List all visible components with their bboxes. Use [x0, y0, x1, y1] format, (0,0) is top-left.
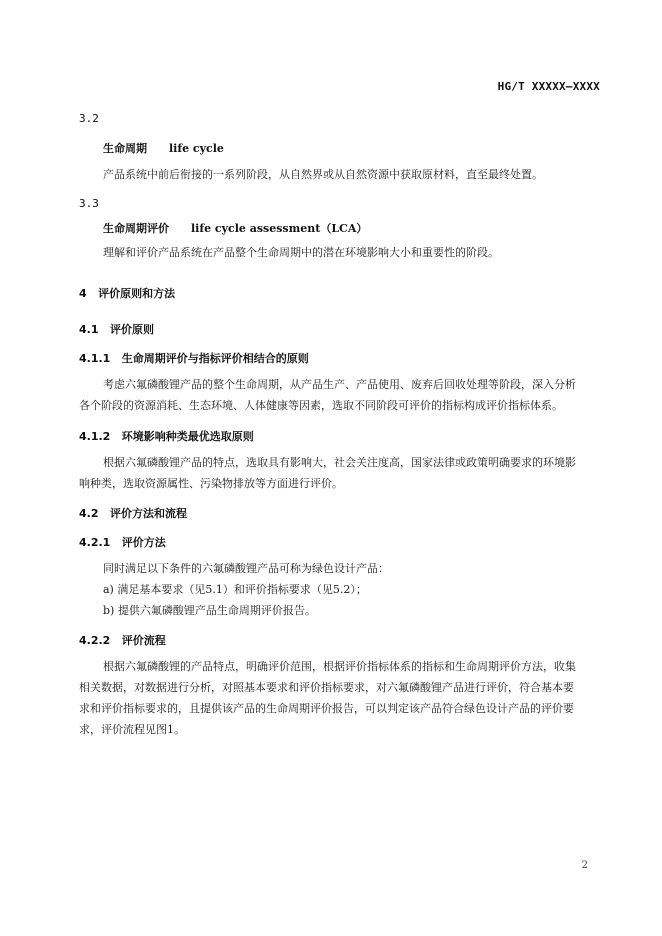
term-3-2-zh: 生命周期	[103, 142, 147, 155]
term-3-2-title	[103, 140, 224, 156]
paragraph-line: 考虑六氟磷酸锂产品的整个生命周期，从产品生产、产品使用、废弃后回收处理等阶段，深入分析	[103, 378, 576, 391]
term-3-3-zh: 生命周期评价	[103, 222, 169, 235]
section-4-2-heading: 4.2 评价方法和流程	[79, 507, 187, 520]
paragraph-line: 根据六氟磷酸锂的产品特点，明确评价范围，根据评价指标体系的指标和生命周期评价方法，收集	[103, 660, 576, 673]
paragraph-line: 根据六氟磷酸锂产品的特点，选取具有影响大，社会关注度高，国家法律或政策明确要求的环境影	[103, 456, 576, 469]
term-number-3-3: 3.3	[79, 197, 99, 210]
section-4-1-2-paragraph	[79, 452, 601, 494]
paragraph-line: 相关数据，对数据进行分析，对照基本要求和评价指标要求，对六氟磷酸锂产品进行评价，符合基本要	[79, 681, 574, 694]
term-3-3-definition: 理解和评价产品系统在产品整个生命周期中的潜在环境影响大小和重要性的阶段。	[103, 246, 499, 259]
condition-item-b: b) 提供六氟磷酸锂产品生命周期评价报告。	[103, 604, 316, 617]
standard-code: HG/T XXXXX—XXXX	[497, 80, 600, 93]
paragraph-line: 求和评价指标要求的，且提供该产品的生命周期评价报告，可以判定该产品符合绿色设计产品的评价要	[79, 702, 574, 715]
section-4-1-heading: 4.1 评价原则	[79, 323, 154, 336]
evaluation-method-intro: 同时满足以下条件的六氟磷酸锂产品可称为绿色设计产品：	[103, 562, 389, 575]
section-4-2-1-heading: 4.2.1 评价方法	[79, 536, 166, 549]
term-3-3-title	[103, 220, 367, 236]
paragraph-line: 各个阶段的资源消耗、生态环境、人体健康等因素，选取不同阶段可评价的指标构成评价指标体系。	[79, 399, 563, 412]
paragraph-line: 求，评价流程见图1。	[79, 723, 185, 736]
term-number-3-2: 3.2	[79, 112, 99, 125]
condition-item-a: a) 满足基本要求（见5.1）和评价指标要求（见5.2）；	[103, 583, 367, 596]
paragraph-line: 响种类，选取资源属性、污染物排放等方面进行评价。	[79, 477, 343, 490]
term-3-3-en: life cycle assessment（LCA）	[191, 222, 368, 235]
section-4-1-1-heading: 4.1.1 生命周期评价与指标评价相结合的原则	[79, 352, 309, 365]
section-4-2-2-paragraph	[79, 656, 601, 740]
section-4-2-1-list	[103, 558, 389, 621]
term-3-2-en: life cycle	[169, 142, 224, 155]
section-4-1-1-paragraph	[79, 374, 601, 416]
section-4-2-2-heading: 4.2.2 评价流程	[79, 634, 166, 647]
term-3-2-definition: 产品系统中前后衔接的一系列阶段，从自然界或从自然资源中获取原材料，直至最终处置。	[103, 168, 543, 181]
section-4-1-2-heading: 4.1.2 环境影响种类最优选取原则	[79, 430, 254, 443]
section-4-heading: 4 评价原则和方法	[79, 287, 176, 300]
page-number: 2	[581, 860, 588, 871]
